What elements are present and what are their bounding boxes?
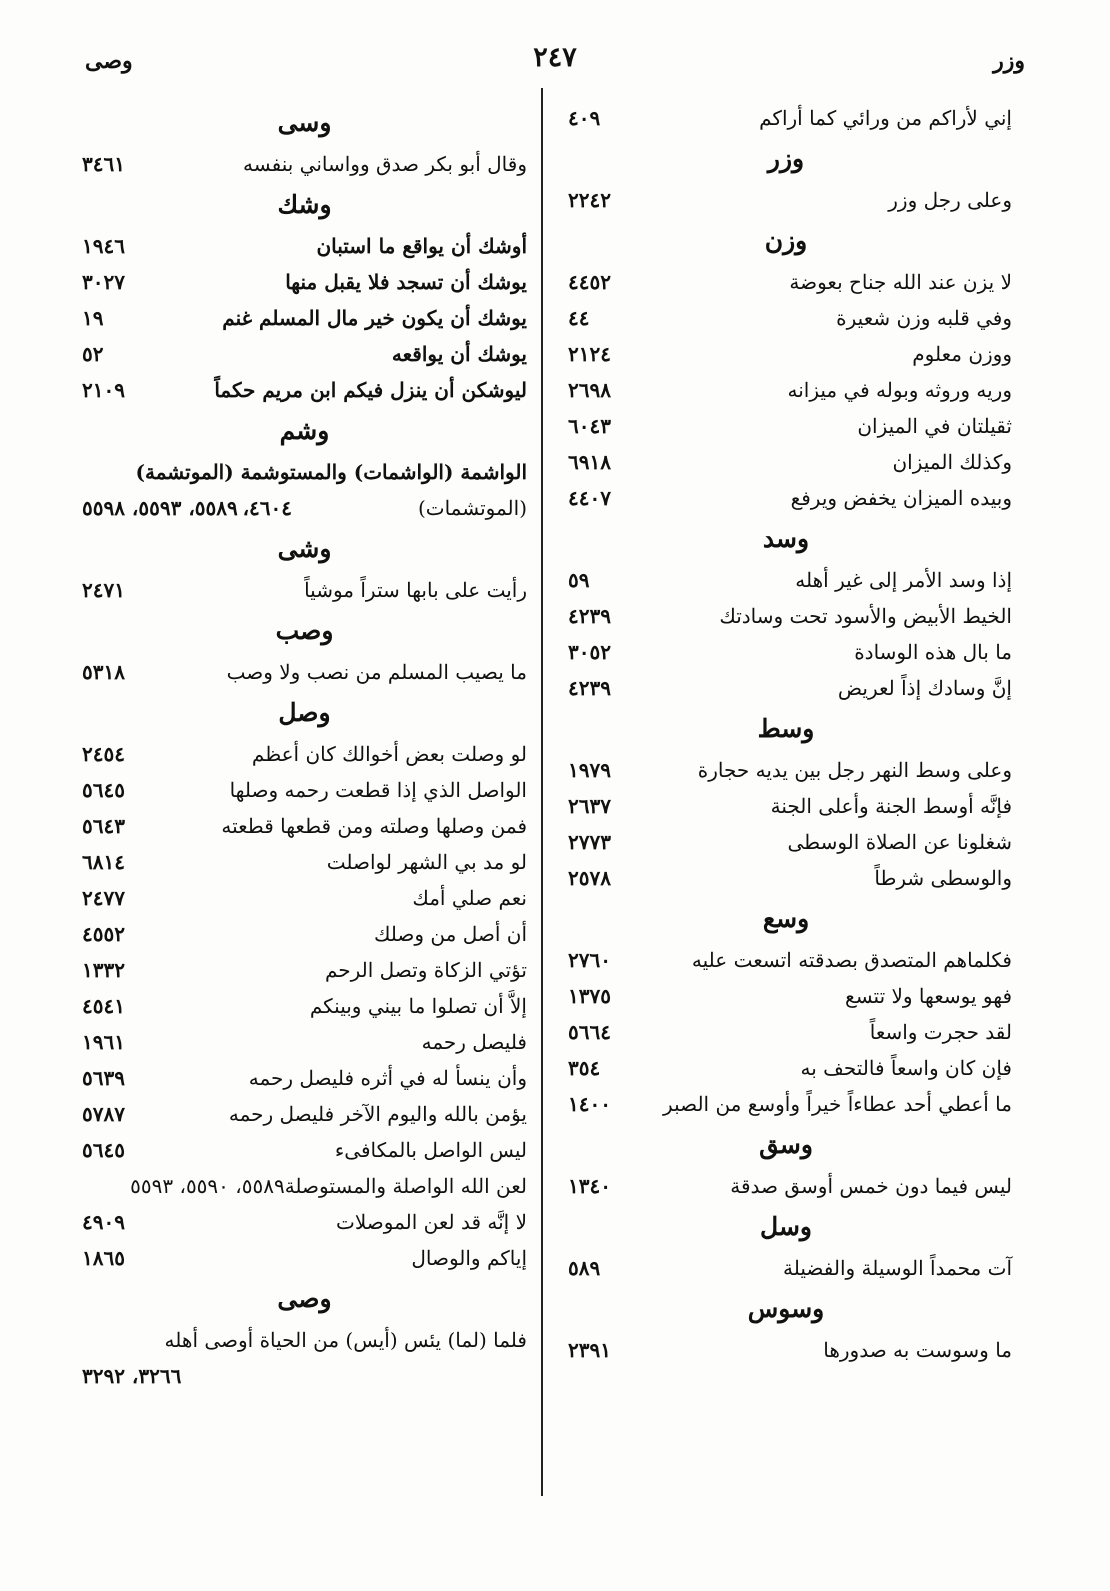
root-heading: وسى	[277, 108, 332, 137]
entry-ref: ٢٦٣٧	[568, 794, 611, 818]
root-heading: وصب	[275, 616, 334, 645]
index-entry	[560, 480, 1012, 516]
entry-ref: ٦٩١٨	[568, 450, 611, 474]
index-entry	[82, 228, 527, 264]
entry-ref: ٣٠٢٧	[82, 270, 125, 294]
entry-text: إذا وسد الأمر إلى غير أهله	[795, 568, 1012, 592]
entry-text: يوشك أن يكون خير مال المسلم غنم	[222, 306, 527, 330]
entry-ref: ٥٦٣٩	[82, 1066, 125, 1090]
entry-text: لعن الله الواصلة والمستوصلة٥٥٨٩، ٥٥٩٠، ٥٥٩٣	[130, 1174, 527, 1198]
index-entry	[560, 860, 1012, 896]
entry-text: إنَّ وسادك إذاً لعريض	[837, 676, 1012, 700]
entry-text: نعم صلي أمك	[412, 886, 527, 910]
entry-text: وعلى وسط النهر رجل بين يديه حجارة	[697, 758, 1012, 782]
index-entry	[82, 988, 527, 1024]
entry-ref: ٥٦٦٤	[568, 1020, 611, 1044]
entry-text: شغلونا عن الصلاة الوسطى	[787, 830, 1012, 854]
entry-ref: ٤٠٩	[568, 106, 601, 130]
index-entry	[560, 408, 1012, 444]
entry-text: وعلى رجل وزر	[888, 188, 1012, 212]
entry-ref: ١٩	[82, 306, 104, 330]
entry-ref: ٦٠٤٣	[568, 414, 611, 438]
entry-ref: ٣٠٥٢	[568, 640, 611, 664]
entry-ref: ٢١٠٩	[82, 378, 125, 402]
root-heading: وصل	[278, 698, 331, 727]
index-entry	[82, 1096, 527, 1132]
index-entry	[560, 1014, 1012, 1050]
entry-text: فهو يوسعها ولا تتسع	[845, 984, 1012, 1008]
entry-text: ثقيلتان في الميزان	[857, 414, 1012, 438]
entry-ref: ١٣٣٢	[82, 958, 125, 982]
entry-text: ليس فيما دون خمس أوسق صدقة	[730, 1174, 1012, 1198]
index-entry	[82, 572, 527, 608]
entry-text: وقال أبو بكر صدق وواساني بنفسه	[243, 152, 527, 176]
root-heading: وشك	[277, 190, 332, 219]
entry-ref: ٤٤٠٧	[568, 486, 611, 510]
index-entry-line: الواشمة (الواشمات) والمستوشمة (الموتشمة)	[135, 460, 527, 484]
root-heading: وسوس	[747, 1294, 825, 1323]
entry-text: فإنَّه أوسط الجنة وأعلى الجنة	[770, 794, 1012, 818]
entry-ref: ١٣٤٠	[568, 1174, 611, 1198]
index-entry	[560, 1168, 1012, 1204]
entry-text: فمن وصلها وصلته ومن قطعها قطعته	[221, 814, 527, 838]
index-entry	[82, 654, 527, 690]
entry-ref: ١٣٧٥	[568, 984, 611, 1008]
index-entry	[560, 978, 1012, 1014]
index-entry	[82, 808, 527, 844]
entry-ref: ٢٦٩٨	[568, 378, 611, 402]
entry-text: لو مد بي الشهر لواصلت	[326, 850, 527, 874]
index-entry	[560, 100, 1012, 136]
entry-ref: ٥٣١٨	[82, 660, 125, 684]
entry-text: تؤتي الزكاة وتصل الرحم	[324, 958, 527, 982]
root-heading: وسع	[762, 904, 810, 933]
entry-ref: ٤٩٠٩	[82, 1210, 125, 1234]
index-entry	[82, 880, 527, 916]
entry-text: إني لأراكم من ورائي كما أراكم	[759, 106, 1012, 130]
root-heading: وصى	[277, 1284, 332, 1313]
entry-ref: ٣٥٤	[568, 1056, 601, 1080]
index-entry	[82, 300, 527, 336]
entry-text: لا يزن عند الله جناح بعوضة	[789, 270, 1012, 294]
entry-ref: ٥٦٤٥	[82, 778, 125, 802]
index-entry	[82, 1204, 527, 1240]
entry-ref: ٥٩	[568, 568, 590, 592]
entry-text: يؤمن بالله واليوم الآخر فليصل رحمه	[228, 1102, 527, 1126]
index-entry	[560, 752, 1012, 788]
entry-text: الخيط الأبيض والأسود تحت وسادتك	[719, 604, 1012, 628]
index-entry	[560, 634, 1012, 670]
index-entry	[82, 952, 527, 988]
entry-ref: ٢١٢٤	[568, 342, 611, 366]
entry-text: ما يصيب المسلم من نصب ولا وصب	[226, 660, 527, 684]
index-entry	[82, 146, 527, 182]
index-entry	[560, 1086, 1012, 1122]
index-entry	[82, 264, 527, 300]
entry-text: وبيده الميزان يخفض ويرفع	[790, 486, 1012, 510]
entry-ref: ٤٥٥٢	[82, 922, 125, 946]
entry-ref: ٥٦٤٥	[82, 1138, 125, 1162]
index-entry	[560, 1250, 1012, 1286]
index-entry	[82, 916, 527, 952]
entry-ref: ٥٢	[82, 342, 104, 366]
entry-ref: ٤٢٣٩	[568, 676, 611, 700]
entry-ref: ٢٥٧٨	[568, 866, 611, 890]
entry-text: إياكم والوصال	[411, 1246, 527, 1270]
entry-text: فكلماهم المتصدق بصدقته اتسعت عليه	[691, 948, 1012, 972]
index-entry	[560, 824, 1012, 860]
entry-ref: ٣٤٦١	[82, 152, 125, 176]
index-entry	[560, 598, 1012, 634]
entry-ref: ٣٢٦٦، ٣٢٩٢	[82, 1364, 182, 1388]
entry-ref: ١٩٧٩	[568, 758, 611, 782]
entry-text: رأيت على بابها ستراً موشياً	[304, 578, 527, 602]
entry-ref: ٤٦٠٤،	[242, 496, 292, 520]
index-entry	[560, 444, 1012, 480]
header-right-word: وزر	[993, 48, 1025, 74]
entry-text: الواصل الذي إذا قطعت رحمه وصلها	[229, 778, 527, 802]
root-heading: وزن	[764, 226, 808, 255]
entry-ref: ١٨٦٥	[82, 1246, 125, 1270]
entry-ref: ٢٤٥٤	[82, 742, 125, 766]
entry-text: فإن كان واسعاً فالتحف به	[800, 1056, 1012, 1080]
index-entry	[560, 300, 1012, 336]
entry-text: ليس الواصل بالمكافىء	[334, 1138, 527, 1162]
entry-text: فليصل رحمه	[421, 1030, 527, 1054]
entry-ref: ٢٧٧٣	[568, 830, 611, 854]
root-heading: وسل	[760, 1212, 812, 1241]
entry-ref: ٢٤٧٧	[82, 886, 125, 910]
entry-text: ما بال هذه الوسادة	[854, 640, 1012, 664]
index-entry	[560, 182, 1012, 218]
entry-ref: ٥٥٨٩، ٥٥٩٣، ٥٥٩٨	[82, 496, 238, 520]
index-entry	[560, 788, 1012, 824]
entry-text: إلاَّ أن تصلوا ما بيني وبينكم	[309, 994, 527, 1018]
entry-text: أوشك أن يواقع ما استبان	[316, 234, 527, 258]
index-entry	[82, 1240, 527, 1276]
index-entry	[560, 1050, 1012, 1086]
entry-ref: ١٤٠٠	[568, 1092, 611, 1116]
root-heading: وسط	[757, 714, 815, 743]
entry-text: أن أصل من وصلك	[373, 922, 527, 946]
entry-text: ووزن معلوم	[912, 342, 1012, 366]
index-entry	[82, 1168, 527, 1204]
index-entry-line: فلما (لما) يئس (أيس) من الحياة أوصى أهله	[164, 1328, 527, 1352]
index-entry	[82, 1132, 527, 1168]
index-entry	[82, 736, 527, 772]
entry-text: وريه وروثه وبوله في ميزانه	[787, 378, 1012, 402]
entry-ref: ٤٥٤١	[82, 994, 125, 1018]
entry-text: وكذلك الميزان	[892, 450, 1012, 474]
index-entry	[560, 1332, 1012, 1368]
entry-ref: ٦٨١٤	[82, 850, 125, 874]
entry-ref: ٥٧٨٧	[82, 1102, 125, 1126]
root-heading: وشى	[277, 534, 332, 563]
index-entry	[82, 1060, 527, 1096]
entry-text: وفي قلبه وزن شعيرة	[836, 306, 1012, 330]
entry-ref: ١٩٤٦	[82, 234, 125, 258]
index-entry	[560, 264, 1012, 300]
entry-text: لقد حجرت واسعاً	[869, 1020, 1012, 1044]
index-entry-refs	[82, 1358, 527, 1394]
index-entry	[82, 844, 527, 880]
entry-text: يوشك أن يواقعه	[391, 342, 527, 366]
entry-ref: ٤٤٥٢	[568, 270, 611, 294]
entry-text: ما أعطي أحد عطاءاً خيراً وأوسع من الصبر	[663, 1092, 1012, 1116]
entry-ref: ٢٤٧١	[82, 578, 125, 602]
column-divider	[541, 88, 543, 1496]
index-entry	[82, 772, 527, 808]
index-entry	[82, 372, 527, 408]
entry-ref: ٥٨٩	[568, 1256, 601, 1280]
entry-text: (الموتشمات)	[417, 496, 527, 520]
header-left-word: وصى	[85, 48, 133, 74]
entry-ref: ٢٣٩١	[568, 1338, 611, 1362]
entry-text: والوسطى شرطاً	[874, 866, 1012, 890]
root-heading: وزر	[767, 144, 805, 173]
index-entry	[560, 942, 1012, 978]
entry-ref: ٢٢٤٢	[568, 188, 611, 212]
index-entry	[82, 1024, 527, 1060]
index-entry	[560, 372, 1012, 408]
entry-text: لو وصلت بعض أخوالك كان أعظم	[251, 742, 527, 766]
page-number: ٢٤٧	[533, 42, 577, 73]
index-entry	[560, 336, 1012, 372]
left-column	[82, 100, 527, 1394]
entry-ref: ٥٦٤٣	[82, 814, 125, 838]
entry-text: ليوشكن أن ينزل فيكم ابن مريم حكماً	[214, 378, 527, 402]
root-heading: وسد	[762, 524, 810, 553]
page-header	[85, 42, 1025, 82]
entry-text: وأن ينسأ له في أثره فليصل رحمه	[248, 1066, 527, 1090]
index-entry	[560, 670, 1012, 706]
index-entry-refs	[82, 490, 527, 526]
root-heading: وشم	[279, 416, 330, 445]
entry-text: ما وسوست به صدورها	[823, 1338, 1012, 1362]
entry-ref: ١٩٦١	[82, 1030, 125, 1054]
right-column	[560, 100, 1012, 1368]
entry-text: آت محمداً الوسيلة والفضيلة	[783, 1256, 1012, 1280]
entry-ref: ٤٤	[568, 306, 590, 330]
entry-ref: ٤٢٣٩	[568, 604, 611, 628]
index-entry	[82, 336, 527, 372]
entry-text: لا إنَّه قد لعن الموصلات	[336, 1210, 527, 1234]
root-heading: وسق	[759, 1130, 813, 1159]
entry-ref: ٢٧٦٠	[568, 948, 611, 972]
entry-text: يوشك أن تسجد فلا يقبل منها	[285, 270, 527, 294]
index-entry	[560, 562, 1012, 598]
